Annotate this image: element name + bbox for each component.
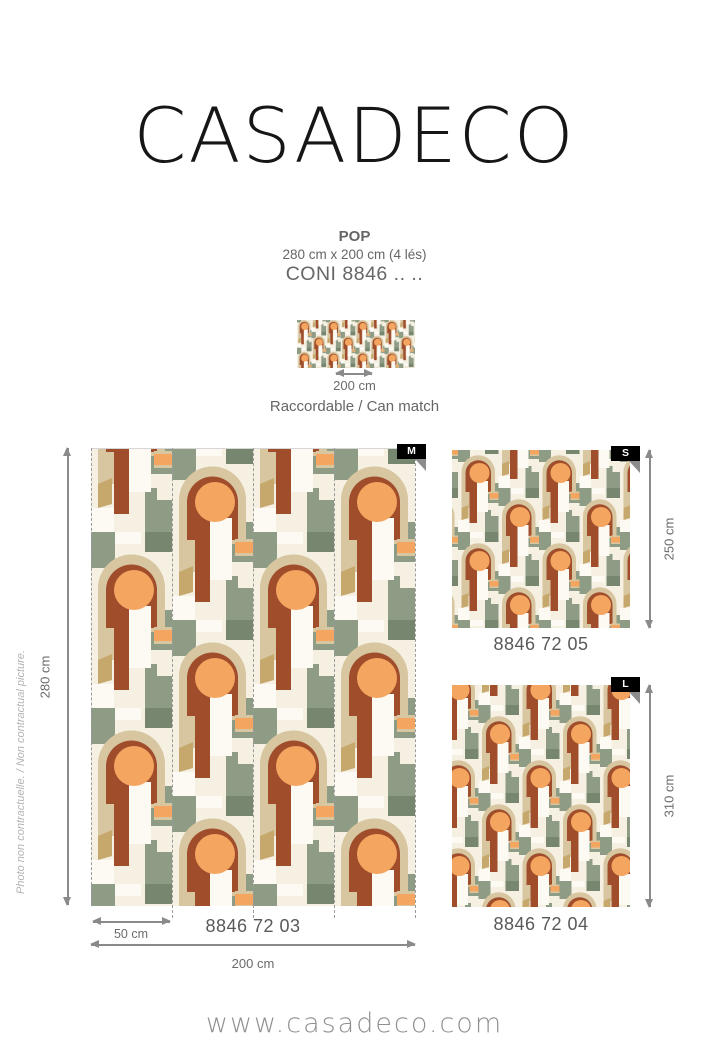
photo-disclaimer: Photo non contractuelle. / Non contractual picture. [15, 650, 27, 894]
match-note: Raccordable / Can match [269, 398, 440, 415]
product-code-l: 8846 72 04 [493, 914, 589, 934]
wallpaper-preview-l [452, 685, 630, 907]
size-badge-m: M [397, 444, 426, 459]
repeat-width-label: 200 cm [333, 378, 376, 393]
height-label-s: 250 cm [661, 517, 677, 561]
height-label-l: 310 cm [661, 774, 677, 818]
footer-url: www.casadeco.com [205, 1008, 504, 1039]
product-dimensions: 280 cm x 200 cm (4 lés) [282, 247, 427, 262]
pattern-thumbnail [297, 320, 415, 368]
folded-corner-icon [629, 461, 640, 473]
strip-width-label: 50 cm [113, 927, 149, 941]
product-name: POP [338, 228, 371, 245]
height-arrow-s-icon [649, 450, 651, 628]
repeat-width-arrow-icon [336, 373, 372, 375]
product-code-s: 8846 72 05 [493, 634, 589, 654]
width-arrow-m-icon [91, 944, 415, 946]
height-arrow-m-icon [67, 448, 69, 905]
brand-title: CASADECO [133, 91, 576, 180]
strip-cut-line [415, 448, 416, 918]
strip-cut-line [253, 448, 254, 918]
height-arrow-l-icon [649, 685, 651, 907]
strip-cut-line [172, 448, 173, 918]
size-badge-l: L [611, 677, 640, 692]
folded-corner-icon [629, 692, 640, 704]
folded-corner-icon [415, 459, 426, 471]
size-badge-s: S [611, 446, 640, 461]
width-label-m: 200 cm [231, 956, 275, 971]
strip-cut-line [334, 448, 335, 918]
height-label-m: 280 cm [37, 655, 53, 699]
strip-cut-line [91, 448, 92, 905]
wallpaper-preview-s [452, 450, 630, 628]
product-reference: CONI 8846 .. .. [285, 263, 424, 285]
product-code-m: 8846 72 03 [205, 916, 301, 936]
